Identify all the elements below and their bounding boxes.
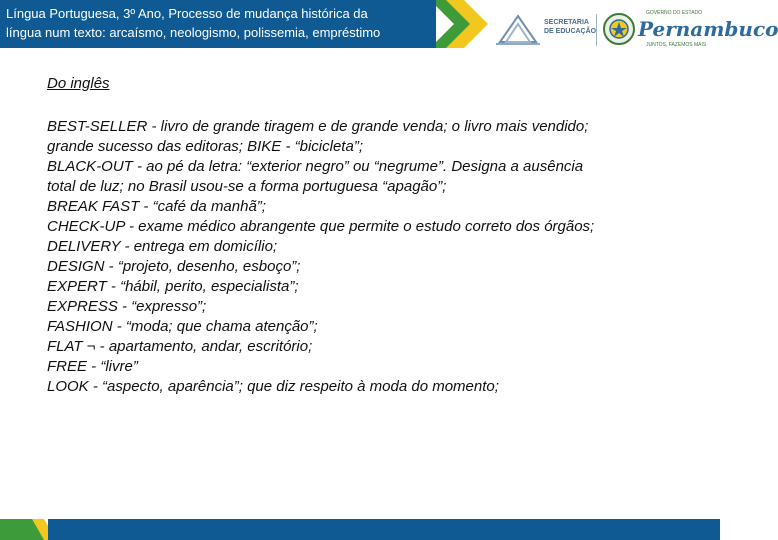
pernambuco-wordmark: Pernambuco: [638, 17, 778, 41]
secretaria-line-2: DE EDUCAÇÃO: [544, 28, 597, 35]
secretaria-line-1: SECRETARIA: [544, 19, 589, 26]
footer-band: [48, 519, 720, 540]
section-heading: Do inglês: [47, 75, 110, 92]
entry-line: LOOK - “aspecto, aparência”; que diz respeito à moda do momento;: [47, 378, 499, 395]
secretaria-logo-text: [544, 18, 596, 36]
secretaria-logo-icon: [496, 12, 540, 48]
entry-line: DESIGN - “projeto, desenho, esboço”;: [47, 258, 301, 275]
slide-content: [47, 74, 697, 397]
pernambuco-tagline: JUNTOS, FAZEMOS MAIS: [646, 42, 707, 48]
entry-line: EXPERT - “hábil, perito, especialista”;: [47, 278, 299, 295]
entry-line: FASHION - “moda; que chama atenção”;: [47, 318, 318, 335]
slide-footer: [0, 519, 720, 540]
title-line-1: Língua Portuguesa, 3º Ano, Processo de mudança histórica da: [6, 6, 368, 21]
entry-line: BREAK FAST - “café da manhã”;: [47, 198, 266, 215]
entry-line: DELIVERY - entrega em domicílio;: [47, 238, 278, 255]
entry-line: BLACK-OUT - ao pé da letra: “exterior negro” ou “negrume”. Designa a ausência: [47, 158, 584, 175]
header-logos: [496, 8, 778, 52]
state-seal-icon: [602, 12, 636, 46]
gov-small-text: GOVERNO DO ESTADO: [646, 10, 703, 16]
entry-line: EXPRESS - “expresso”;: [47, 298, 207, 315]
entry-line: CHECK-UP - exame médico abrangente que permite o estudo correto dos órgãos;: [47, 218, 595, 235]
entry-line: BEST-SELLER - livro de grande tiragem e de grande venda; o livro mais vendido;: [47, 118, 589, 135]
entry-line: total de luz; no Brasil usou-se a forma portuguesa “apagão”;: [47, 178, 447, 195]
entry-line: FLAT ¬ - apartamento, andar, escritório;: [47, 338, 313, 355]
logo-divider: [596, 14, 597, 46]
slide-title: [6, 4, 446, 42]
title-line-2: língua num texto: arcaísmo, neologismo, polissemia, empréstimo: [6, 25, 381, 40]
entry-line: FREE - “livre”: [47, 358, 138, 375]
entry-line: grande sucesso das editoras; BIKE - “bicicleta”;: [47, 138, 363, 155]
slide-header: [0, 0, 778, 62]
